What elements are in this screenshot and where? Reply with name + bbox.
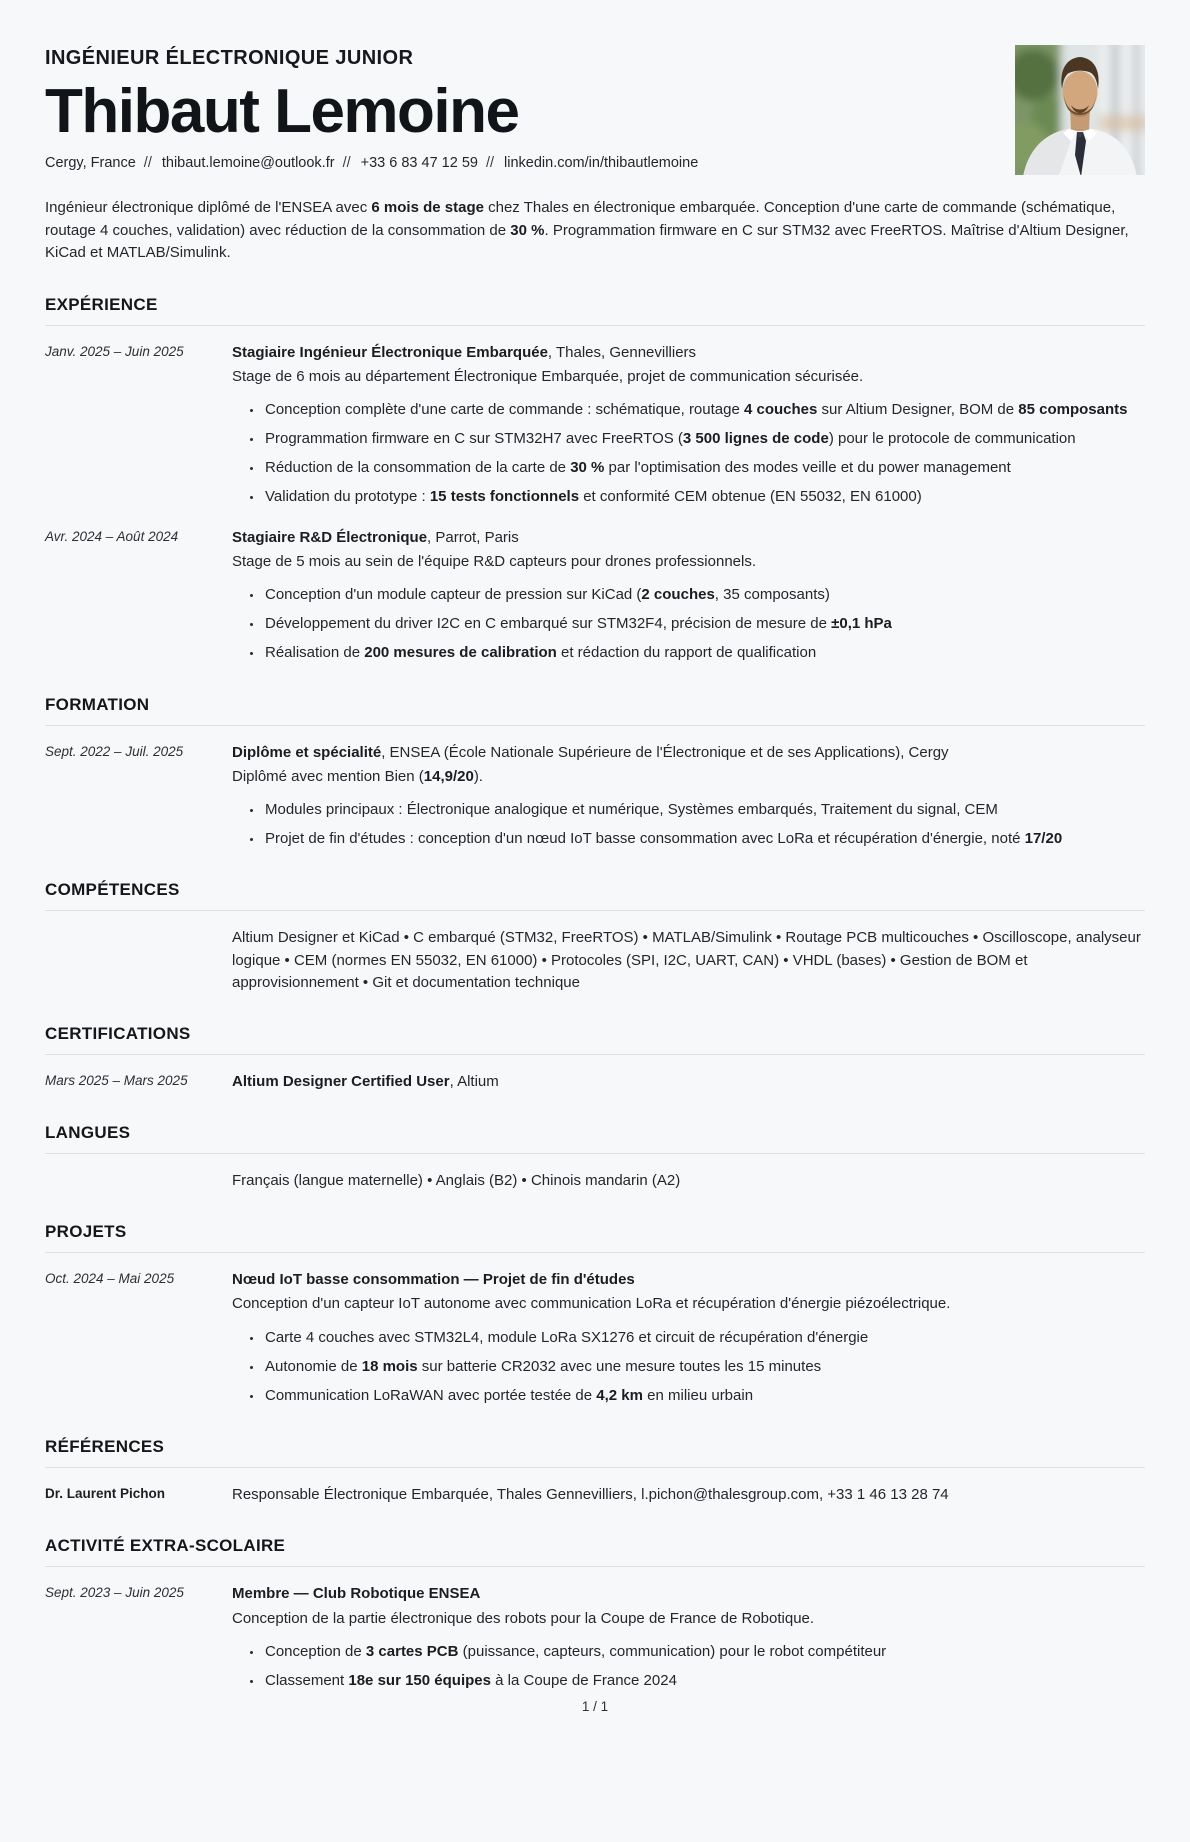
text-segment: Conception complète d'une carte de commande : schématique, routage [265, 400, 744, 418]
section-experience [45, 295, 1145, 665]
entry-date-label: Avr. 2024 – Août 2024 [45, 528, 179, 544]
entry [45, 342, 1145, 509]
highlighted-text: 3 cartes PCB [365, 1642, 459, 1660]
text-segment: Programmation firmware en C sur STM32H7 avec FreeRTOS ( [265, 430, 683, 448]
highlighted-text: 17/20 [1024, 830, 1063, 848]
highlighted-text: 18 mois [361, 1357, 418, 1375]
section-competences [45, 880, 1145, 994]
entry-date-label: Oct. 2024 – Mai 2025 [45, 1271, 175, 1287]
bullet-item [263, 799, 1145, 821]
bullet-item [263, 642, 1145, 664]
bullet-item [263, 1356, 1145, 1378]
entry-subtitle [232, 551, 1145, 573]
entry-date-label: Mars 2025 – Mars 2025 [45, 1072, 188, 1088]
highlighted-text: 4,2 km [596, 1387, 643, 1404]
text-segment: Conception de la partie électronique des robots pour la Coupe de France de Robotique. [232, 1609, 815, 1627]
entry-subtitle [232, 766, 1145, 788]
text-segment: , Thales, Gennevilliers [547, 343, 697, 361]
contact-separator: // [143, 155, 152, 172]
bullet-item [263, 1670, 1145, 1692]
entry-subtitle [232, 1293, 1145, 1315]
entry-date-label [45, 927, 232, 929]
entry-title [232, 1071, 1145, 1093]
text-segment: sur Altium Designer, BOM de [817, 400, 1019, 418]
text-segment: Projet de fin d'études : conception d'un nœud IoT basse consommation avec LoRa et récupération d'énergie, noté [265, 830, 1025, 848]
text-segment: Conception d'un module capteur de pression sur KiCad ( [265, 586, 642, 603]
entry-title [232, 742, 1145, 764]
bullet-item [263, 828, 1145, 850]
entry [45, 1170, 1145, 1192]
footer [0, 1699, 1190, 1714]
entry-body [232, 1170, 1145, 1192]
entry-bullet-list [232, 1641, 1145, 1692]
text-segment: Validation du prototype : [265, 488, 430, 506]
text-segment: Responsable Électronique Embarquée, Thales Gennevilliers, l.pichon@thalesgroup.com, +33 1 46 13 28 74 [232, 1486, 949, 1504]
entry [45, 1583, 1145, 1692]
text-segment: et rédaction du rapport de qualification [556, 644, 817, 662]
text-segment: (puissance, capteurs, communication) pour le robot compétiteur [458, 1642, 887, 1660]
entry-body [232, 1071, 1145, 1093]
highlighted-text: 14,9/20 [423, 767, 474, 785]
page-number: 1 / 1 [581, 1699, 609, 1715]
entry-bullet-list [232, 1327, 1145, 1408]
bullet-item [263, 428, 1145, 450]
contact-item: Cergy, France [45, 155, 136, 172]
section-title: PROJETS [45, 1222, 1145, 1253]
contact-item: linkedin.com/in/thibautlemoine [504, 155, 699, 172]
text-segment: par l'optimisation des modes veille et du power management [604, 459, 1011, 477]
highlighted-text: 3 500 lignes de code [682, 430, 829, 448]
job-title-overline: INGÉNIEUR ÉLECTRONIQUE JUNIOR [45, 47, 414, 69]
entry-body [232, 1484, 1145, 1506]
text-segment: en milieu urbain [642, 1387, 754, 1404]
text-segment: Réalisation de [265, 644, 365, 662]
highlighted-text: 30 % [510, 221, 545, 239]
highlighted-text: 200 mesures de calibration [364, 644, 557, 662]
highlighted-text: 18e sur 150 équipes [348, 1671, 491, 1689]
text-segment: Carte 4 couches avec STM32L4, module LoRa SX1276 et circuit de récupération d'énergie [265, 1328, 869, 1346]
text-segment: Diplômé avec mention Bien ( [232, 767, 424, 785]
contact-separator: // [342, 155, 351, 172]
entry-text [232, 927, 1145, 994]
highlighted-text: 2 couches [641, 586, 715, 603]
section-projets [45, 1222, 1145, 1407]
text-segment: , 35 composants) [714, 586, 830, 603]
text-segment: Stage de 6 mois au département Électronique Embarquée, projet de communication sécurisée. [232, 367, 864, 385]
highlighted-text: 6 mois de stage [371, 199, 484, 216]
entry-bullet-list [232, 399, 1145, 509]
entry-body [232, 527, 1145, 665]
text-segment: à la Coupe de France 2024 [490, 1671, 677, 1689]
contact-item: thibaut.lemoine@outlook.fr [161, 155, 335, 172]
entry [45, 1484, 1145, 1506]
entry-body [232, 1269, 1145, 1407]
summary [45, 197, 1145, 265]
bullet-item [263, 613, 1145, 635]
section-title: CERTIFICATIONS [45, 1024, 1145, 1055]
entry-subtitle [232, 366, 1145, 388]
bullet-item [263, 1327, 1145, 1349]
highlighted-text: Membre — Club Robotique ENSEA [232, 1585, 481, 1603]
section-activite-extra-scolaire [45, 1536, 1145, 1692]
contact-item: +33 6 83 47 12 59 [360, 155, 478, 172]
text-segment: Modules principaux : Électronique analogique et numérique, Systèmes embarqués, Traitement du signal, CEM [265, 800, 998, 818]
entry-body [232, 1583, 1145, 1692]
section-langues [45, 1123, 1145, 1192]
header-text [45, 45, 991, 171]
profile-photo-illustration [1015, 45, 1145, 175]
entry [45, 1071, 1145, 1093]
text-segment: ). [473, 767, 483, 785]
text-segment: Communication LoRaWAN avec portée testée de [265, 1387, 597, 1404]
text-segment: chez Thales en électronique embarquée. Conception d'une carte de commande (schématique, routage 4 couches, validation) avec réduction de la consommation de [45, 199, 1116, 239]
entry [45, 527, 1145, 665]
entry [45, 1269, 1145, 1407]
text-segment: Ingénieur électronique diplômé de l'ENSEA avec [45, 199, 372, 216]
entry-title [232, 342, 1145, 364]
header [45, 45, 1145, 175]
entry-date-label: Sept. 2023 – Juin 2025 [45, 1585, 184, 1601]
text-segment: Conception de [265, 1642, 366, 1660]
highlighted-text: 15 tests fonctionnels [429, 488, 580, 506]
entry-body [232, 342, 1145, 509]
highlighted-text: 30 % [570, 459, 605, 477]
bullet-item [263, 1385, 1145, 1407]
entry [45, 742, 1145, 851]
entry-title [232, 1583, 1145, 1605]
section-title: ACTIVITÉ EXTRA-SCOLAIRE [45, 1536, 1145, 1567]
text-segment: , Parrot, Paris [427, 528, 519, 546]
text-segment: sur batterie CR2032 avec une mesure toutes les 15 minutes [417, 1357, 822, 1375]
highlighted-text: 85 composants [1018, 400, 1128, 418]
section-title: COMPÉTENCES [45, 880, 1145, 911]
contact-line [45, 155, 991, 171]
text-segment: , Altium [449, 1072, 499, 1090]
entry-text [232, 1170, 1145, 1192]
section-title: EXPÉRIENCE [45, 295, 1145, 326]
highlighted-text: Nœud IoT basse consommation — Projet de fin d'études [232, 1271, 635, 1289]
highlighted-text: ±0,1 hPa [831, 615, 892, 633]
bullet-item [263, 457, 1145, 479]
section-title: RÉFÉRENCES [45, 1437, 1145, 1468]
highlighted-text: Stagiaire R&D Électronique [232, 528, 428, 546]
entry-title [232, 527, 1145, 549]
entry-date-label [45, 1170, 232, 1172]
text-segment: , ENSEA (École Nationale Supérieure de l'Électronique et de ses Applications), Cergy [381, 743, 949, 761]
section-certifications [45, 1024, 1145, 1093]
text-segment: Réduction de la consommation de la carte de [265, 459, 571, 477]
contact-separator: // [485, 155, 495, 172]
section-formation [45, 695, 1145, 851]
text-segment: Classement [265, 1671, 349, 1689]
bullet-item [263, 399, 1145, 421]
entry-title [232, 1269, 1145, 1291]
section-references [45, 1437, 1145, 1506]
entry-text [232, 1484, 1145, 1506]
entry-date-label: Sept. 2022 – Juil. 2025 [45, 743, 184, 759]
text-segment: Autonomie de [265, 1357, 362, 1375]
highlighted-text: 4 couches [743, 400, 818, 418]
entry-date-label: Dr. Laurent Pichon [45, 1486, 166, 1502]
text-segment: . Programmation firmware en C sur STM32 avec FreeRTOS. Maîtrise d'Altium Designer, KiCad et MATLAB/Simulink. [45, 221, 1129, 261]
entry-bullet-list [232, 584, 1145, 665]
highlighted-text: Altium Designer Certified User [232, 1072, 450, 1090]
highlighted-text: Diplôme et spécialité [232, 743, 382, 761]
entry-subtitle [232, 1608, 1145, 1630]
bullet-item [263, 584, 1145, 606]
text-segment: et conformité CEM obtenue (EN 55032, EN 61000) [579, 488, 922, 506]
section-title: FORMATION [45, 695, 1145, 726]
sections-container [45, 295, 1145, 1693]
entry-date-label: Janv. 2025 – Juin 2025 [45, 343, 184, 359]
bullet-item [263, 486, 1145, 508]
candidate-name: Thibaut Lemoine [45, 77, 519, 146]
text-segment: Français (langue maternelle) • Anglais (B2) • Chinois mandarin (A2) [232, 1172, 681, 1190]
text-segment: ) pour le protocole de communication [828, 430, 1076, 448]
section-title: LANGUES [45, 1123, 1145, 1154]
text-segment: Développement du driver I2C en C embarqué sur STM32F4, précision de mesure de [265, 615, 832, 633]
entry-bullet-list [232, 799, 1145, 850]
bullet-item [263, 1641, 1145, 1663]
highlighted-text: Stagiaire Ingénieur Électronique Embarquée [232, 343, 548, 361]
text-segment: Stage de 5 mois au sein de l'équipe R&D capteurs pour drones professionnels. [232, 552, 757, 570]
entry-body [232, 742, 1145, 851]
profile-photo [1015, 45, 1145, 175]
text-segment: Altium Designer et KiCad • C embarqué (STM32, FreeRTOS) • MATLAB/Simulink • Routage PCB multicouches • Oscilloscope, analyseur logique • CEM (normes EN 55032, EN 61000) • Protocoles (SPI, I2C, UART, CAN) • VHDL (bases) • Gestion de BOM et approvisionnement • Git et documentation technique [232, 929, 1141, 991]
entry [45, 927, 1145, 994]
entry-body [232, 927, 1145, 994]
text-segment: Conception d'un capteur IoT autonome avec communication LoRa et récupération d'énergie piézoélectrique. [232, 1295, 951, 1313]
